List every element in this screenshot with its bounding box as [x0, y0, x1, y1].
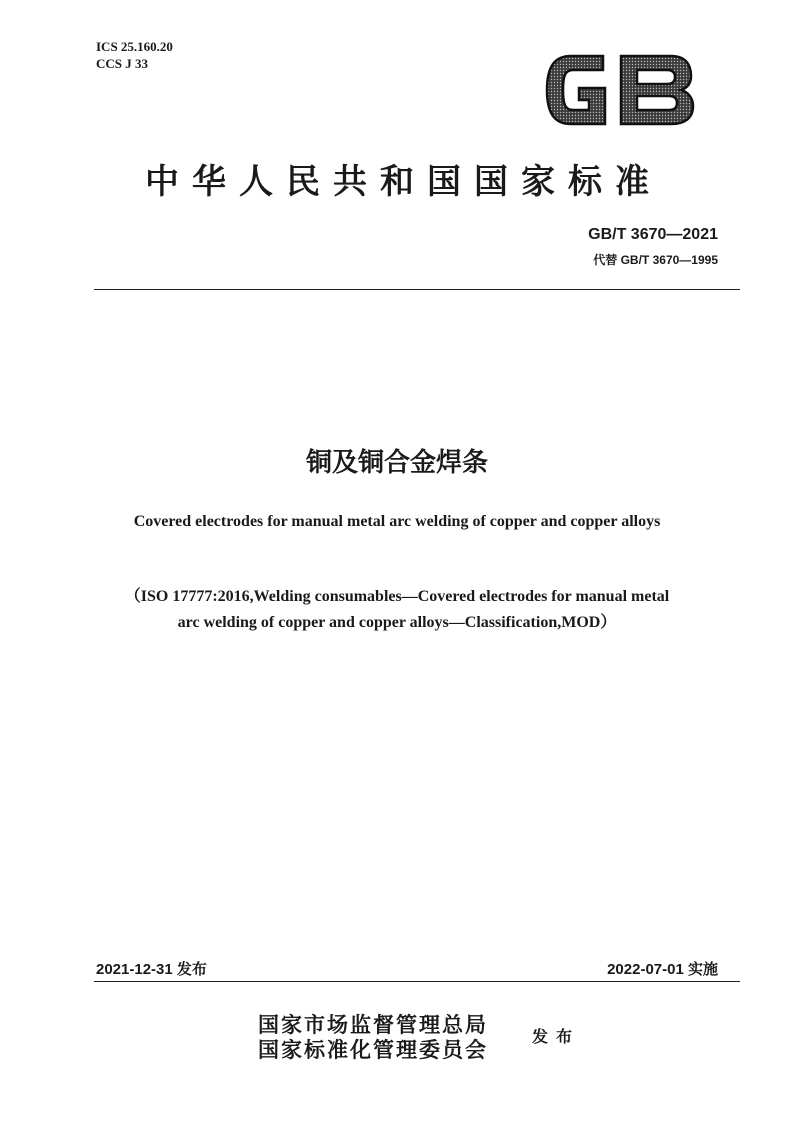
- header-divider: [94, 289, 740, 290]
- replaces-standard: 代替 GB/T 3670—1995: [593, 253, 718, 267]
- classification-codes: [96, 38, 173, 72]
- national-standard-title: 中华人民共和国国家标准: [145, 162, 662, 202]
- document-title-zh: 铜及铜合金焊条: [305, 448, 488, 478]
- issuer-samr: 国家市场监督管理总局: [258, 1012, 488, 1037]
- gb-logo: [541, 48, 697, 132]
- ics-code: ICS 25.160.20: [96, 39, 173, 54]
- standard-number: GB/T 3670—2021: [588, 226, 718, 243]
- iso-reference-line-1: （ISO 17777:2016,Welding consumables—Covered electrodes for manual metal: [124, 588, 670, 605]
- iso-reference: [0, 584, 794, 636]
- issue-date: 2021-12-31 发布: [96, 961, 207, 978]
- issuer-sac: 国家标准化管理委员会: [258, 1037, 488, 1062]
- iso-reference-line-2: arc welding of copper and copper alloys—Classification,MOD）: [177, 614, 617, 631]
- publish-label: 发布: [532, 1027, 581, 1046]
- ccs-code: CCS J 33: [96, 56, 149, 71]
- document-title-en: Covered electrodes for manual metal arc welding of copper and copper alloys: [133, 513, 661, 530]
- footer-divider: [94, 981, 740, 982]
- issuing-authorities: [258, 1012, 488, 1062]
- implementation-date: 2022-07-01 实施: [607, 961, 718, 978]
